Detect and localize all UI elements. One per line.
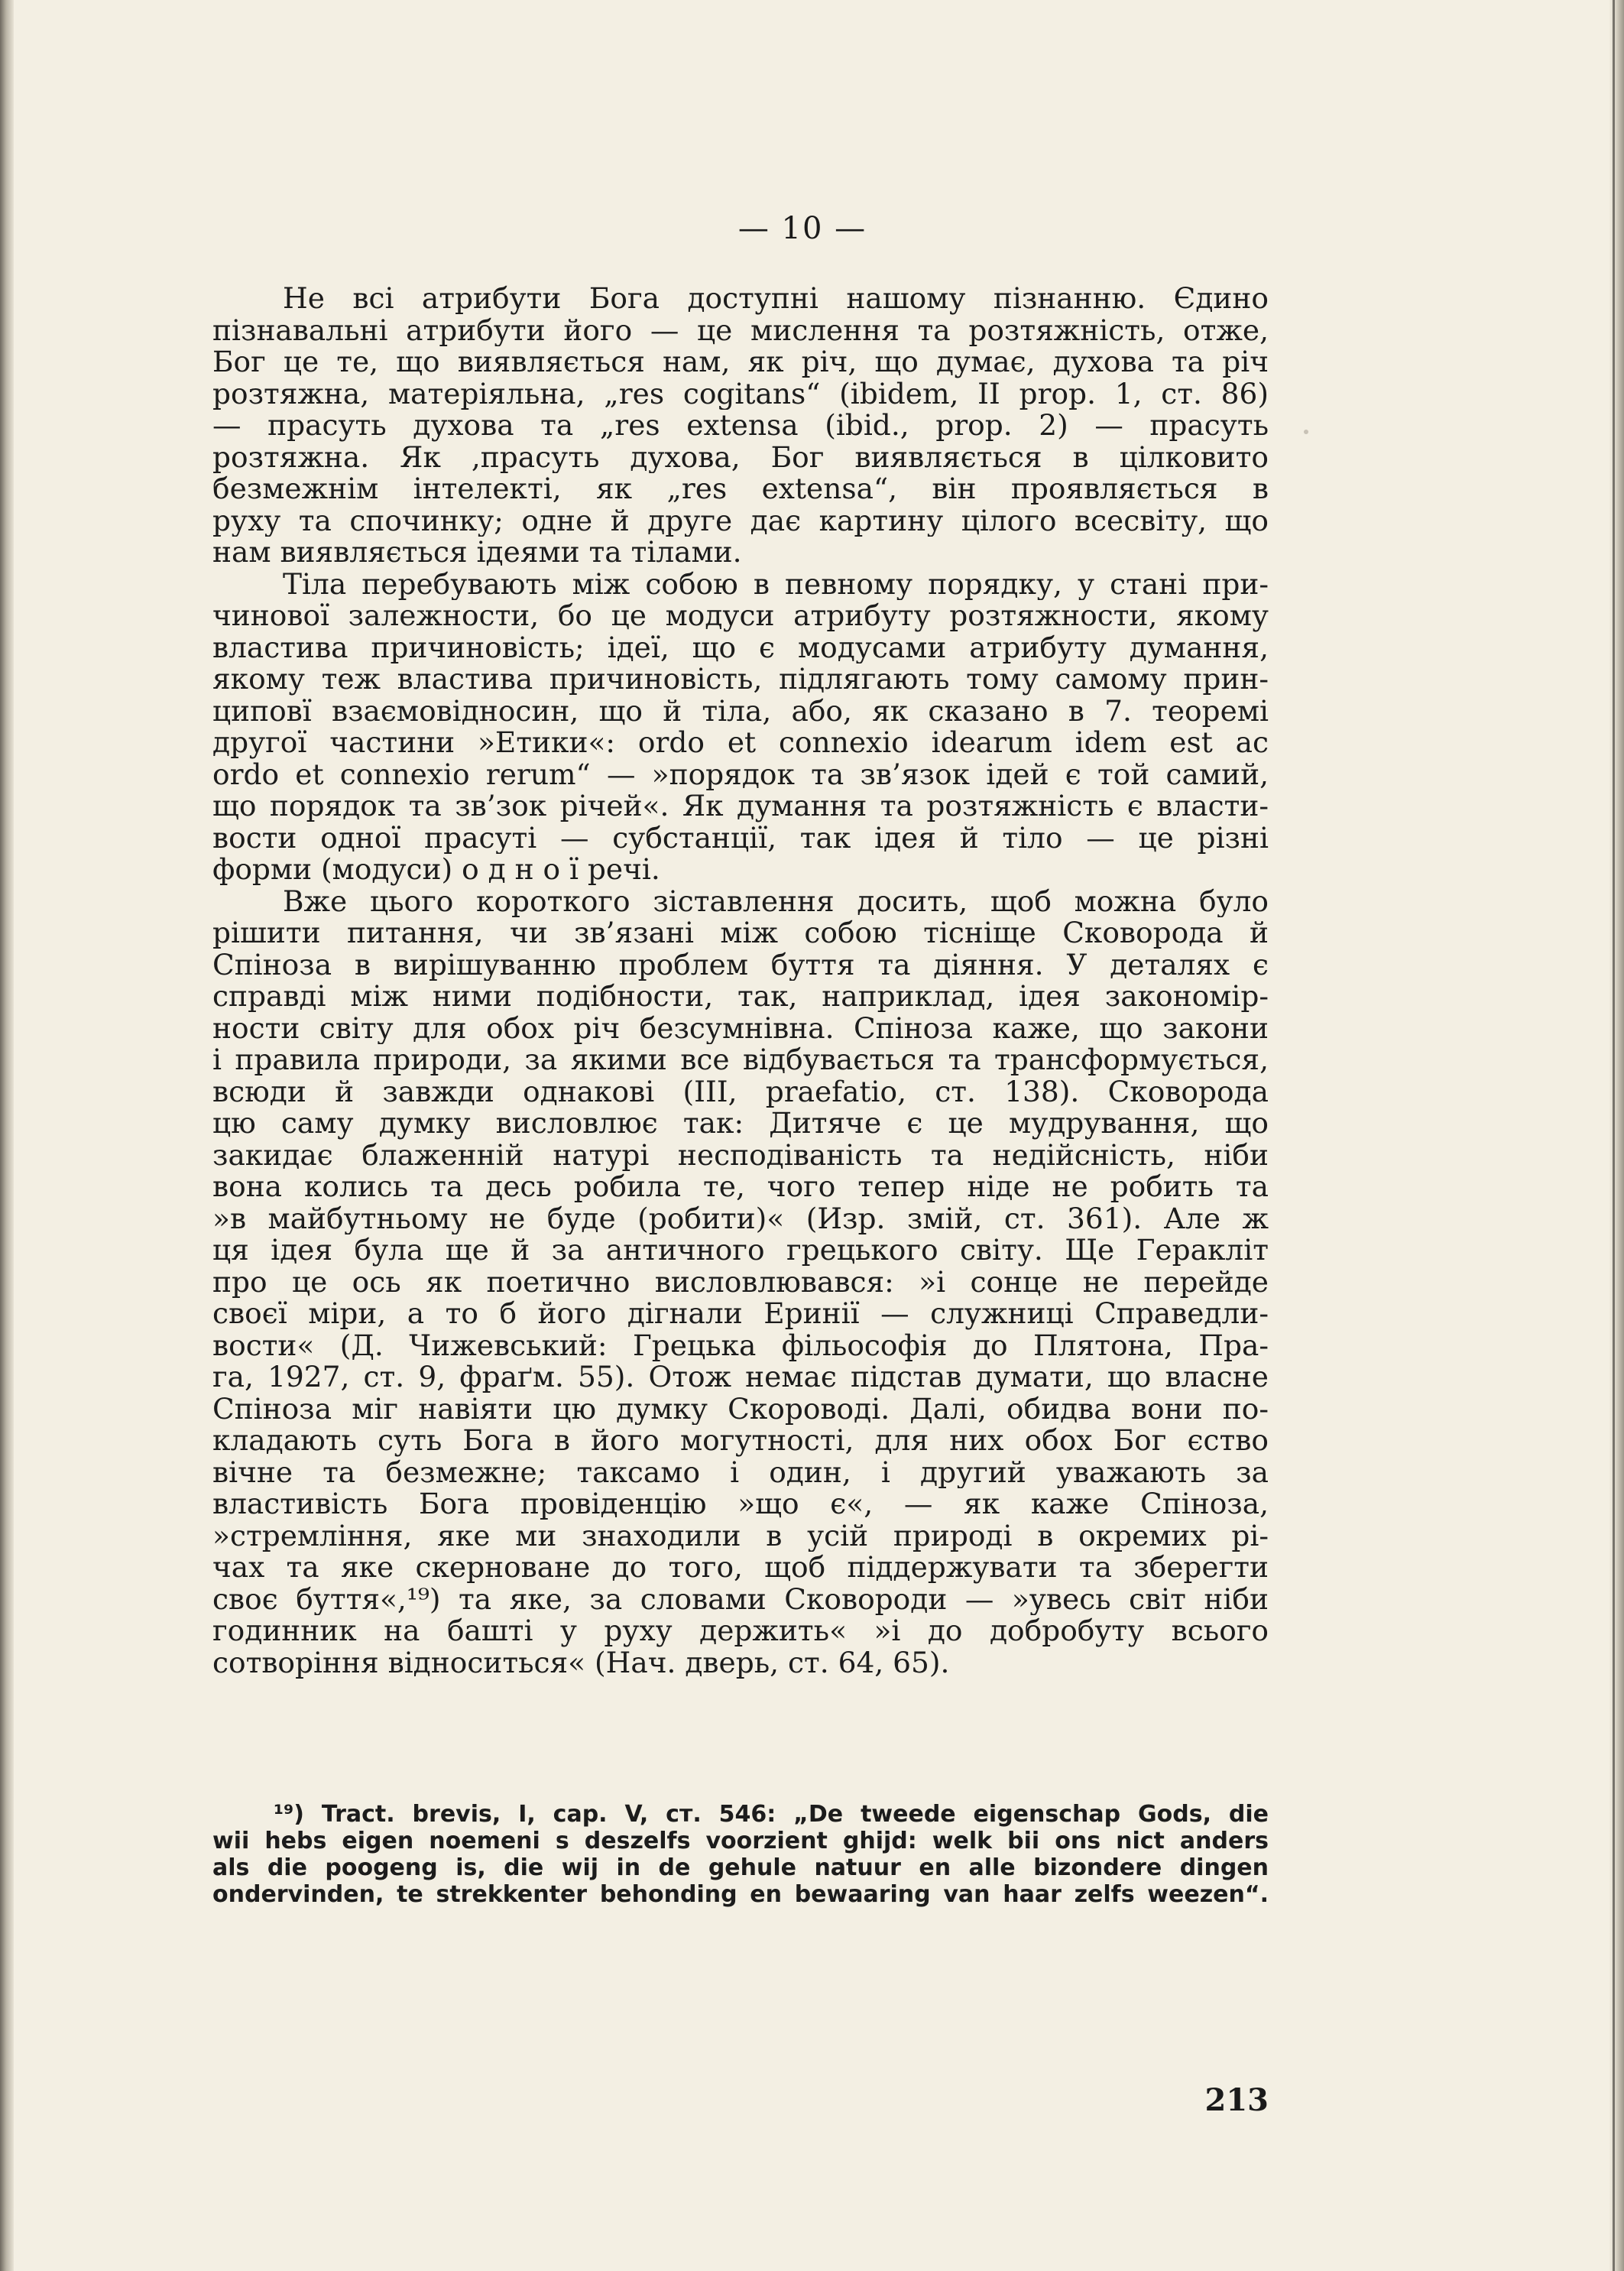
text-line: годинник на башті у руху держить« »і до добробуту всього — [212, 1615, 1269, 1647]
text-line: якому теж властива причиновість, підлягають тому самому прин- — [212, 663, 1269, 696]
text-line: чах та яке скерноване до того, щоб піддержувати та зберегти — [212, 1552, 1269, 1584]
text-line: про це ось як поетично висловлювався: »і сонце не перейде — [212, 1266, 1269, 1298]
text-line: вона колись та десь робила те, чого тепер ніде не робить та — [212, 1171, 1269, 1203]
page-header-number: — 10 — — [737, 211, 867, 246]
page-right-shadow-line — [1613, 0, 1615, 2271]
text-line: всюди й завжди однакові (III, praefatio, ст. 138). Сковорода — [212, 1075, 1269, 1108]
text-line: форми (модуси) о д н о ї речі. — [212, 854, 660, 886]
text-line: що порядок та зв’зок річей«. Як думання та розтяжність є власти- — [212, 790, 1269, 822]
text-line: властива причиновість; ідеї, що є модусами атрибуту думання, — [212, 631, 1269, 663]
text-line: Спіноза міг навіяти цю думку Скороводі. Далі, обидва вони по- — [212, 1393, 1269, 1425]
text-line: ordo et connexio rerum“ — »порядок та зв’язок ідей є той самий, — [212, 758, 1269, 790]
text-line: вости одної прасуті — субстанції, так ідея й тіло — це різні — [212, 822, 1269, 854]
text-line: »в майбутньому не буде (робити)« (Изр. змій, ст. 361). Але ж — [212, 1202, 1269, 1234]
text-line: га, 1927, ст. 9, фраґм. 55). Отож немає підстав думати, що власне — [212, 1361, 1269, 1393]
text-line: Бог це те, що виявляється нам, як річ, що думає, духова та річ — [212, 346, 1269, 378]
text-line: ности світу для обох річ безсумнівна. Спіноза каже, що закони — [212, 1012, 1269, 1044]
text-line: справді між ними подібности, так, наприклад, ідея закономір- — [212, 981, 1269, 1013]
text-line: розтяжна, матеріяльна, „res cogitans“ (ibidem, II prop. 1, ст. 86) — [212, 378, 1269, 410]
text-line: безмежнім інтелекті, як „res extensa“, він проявляється в — [212, 473, 1269, 505]
body-text — [212, 283, 1269, 1679]
footnote-line: ondervinden, te strekkenter behonding en bewaaring van haar zelfs weezen“. — [212, 1881, 1269, 1908]
text-line: властивість Бога провіденцію »що є«, — як каже Спіноза, — [212, 1488, 1269, 1520]
text-line: своє буття«,¹⁹) та яке, за словами Сковороди — »увесь світ ніби — [212, 1583, 1269, 1615]
text-line: Тіла перебувають між собою в певному порядку, у стані при- — [283, 568, 1269, 600]
text-line: ця ідея була ще й за античного грецького світу. Ще Геракліт — [212, 1234, 1269, 1267]
text-line: пізнавальні атрибути його — це мислення та розтяжність, отже, — [212, 314, 1269, 346]
page-right-edge — [1609, 0, 1624, 2271]
text-line: розтяжна. Як ,прасуть духова, Бог виявляється в цілковито — [212, 441, 1269, 473]
text-line: Не всі атрибути Бога доступні нашому пізнанню. Єдино — [283, 283, 1269, 315]
text-line: вости« (Д. Чижевський: Грецька фільософія до Плятона, Пра- — [212, 1329, 1269, 1361]
scan-speck — [1304, 430, 1308, 434]
text-line: Спіноза в вирішуванню проблем буття та діяння. У деталях є — [212, 949, 1269, 981]
text-line: сотворіння відноситься« (Нач. дверь, ст. 64, 65). — [212, 1646, 950, 1679]
text-line: »стремління, яке ми знаходили в усій природі в окремих рі- — [212, 1520, 1269, 1552]
text-line: Вже цього короткого зіставлення досить, щоб можна було — [283, 885, 1269, 917]
text-line: руху та спочинку; одне й друге дає картину цілого всесвіту, що — [212, 504, 1269, 537]
text-line: вічне та безмежне; таксамо і один, і другий уважають за — [212, 1456, 1269, 1488]
text-line: своєї міри, а то б його дігнали Еринії — служниці Справедли- — [212, 1298, 1269, 1330]
footnote — [212, 1801, 1269, 1908]
text-line: кладають суть Бога в його могутності, для них обох Бог єство — [212, 1425, 1269, 1457]
text-line: чинової залежности, бо це модуси атрибуту розтяжности, якому — [212, 600, 1269, 632]
text-line: нам виявляється ідеями та тілами. — [212, 537, 742, 569]
text-line: цю саму думку висловлює так: Дитяче є це мудрування, що — [212, 1108, 1269, 1140]
text-line: — прасуть духова та „res extensa (ibid., prop. 2) — прасуть — [212, 410, 1269, 442]
text-line: другої частини »Етики«: ordo et connexio idearum idem est ac — [212, 727, 1269, 759]
page-left-edge — [0, 0, 14, 2271]
text-line: і правила природи, за якими все відбувається та трансформується, — [212, 1044, 1269, 1076]
text-line: закидає блаженній натурі несподіваність та недійсність, ніби — [212, 1139, 1269, 1171]
footnote-line: ¹⁹) Tract. brevis, I, cap. V, ст. 546: „De tweede eigenschap Gods, die — [274, 1801, 1269, 1828]
footnote-line: als die poogeng is, die wij in de gehule natuur en alle bizondere dingen — [212, 1854, 1269, 1881]
text-line: рішити питання, чи зв’язані між собою тісніще Сковорода й — [212, 917, 1269, 949]
folio-number: 213 — [1204, 2082, 1269, 2118]
footnote-line: wii hebs eigen noemeni s deszelfs voorzient ghijd: welk bii ons nict anders — [212, 1828, 1269, 1854]
text-line: циповї взаємовідносин, що й тіла, або, як сказано в 7. теоремі — [212, 695, 1269, 727]
